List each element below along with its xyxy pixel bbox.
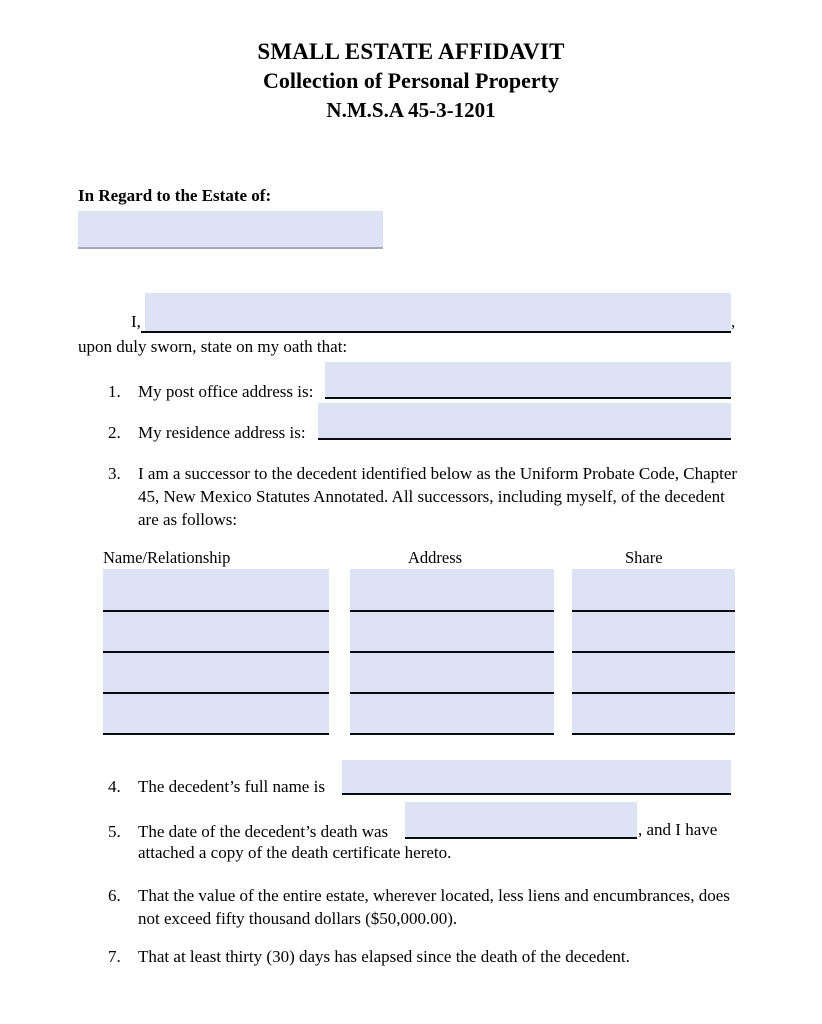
list-item-7-number: 7. bbox=[108, 947, 121, 966]
table-row[interactable] bbox=[350, 569, 554, 610]
affiant-i-label: I, bbox=[131, 312, 141, 331]
list-item-3-text: I am a successor to the decedent identified below as the Uniform Probate Code, Chapter 45, New Mexico Statutes Annotated. All successors, including myself, of the decedent are as follows: bbox=[138, 464, 738, 529]
estate-label: In Regard to the Estate of: bbox=[78, 186, 272, 205]
list-item-5-label: The date of the decedent’s death was bbox=[138, 822, 389, 841]
list-item-3 bbox=[108, 462, 748, 531]
list-item-4 bbox=[108, 775, 325, 798]
list-item-7-text: That at least thirty (30) days has elapsed since the death of the decedent. bbox=[138, 947, 630, 966]
table-row[interactable] bbox=[572, 612, 735, 651]
affiant-trailing-comma: , bbox=[731, 312, 736, 331]
table-rule bbox=[350, 733, 554, 735]
decedent-full-name-field[interactable] bbox=[342, 760, 731, 793]
list-item-1 bbox=[108, 380, 313, 403]
document-title-block bbox=[0, 38, 822, 124]
table-row[interactable] bbox=[103, 653, 329, 692]
list-item-6-number: 6. bbox=[108, 886, 121, 905]
estate-name-field[interactable] bbox=[78, 211, 383, 249]
list-item-5-number: 5. bbox=[108, 822, 121, 841]
list-item-2 bbox=[108, 421, 306, 444]
date-of-death-field[interactable] bbox=[405, 802, 637, 837]
document-statute-reference: N.M.S.A 45-3-1201 bbox=[326, 98, 496, 122]
table-row[interactable] bbox=[350, 612, 554, 651]
post-office-address-rule bbox=[325, 397, 731, 399]
table-header-share: Share bbox=[625, 548, 663, 567]
list-item-6-text: That the value of the entire estate, wherever located, less liens and encumbrances, does not exceed fifty thousand dollars ($50,000.00). bbox=[138, 886, 730, 928]
table-header-name-relationship: Name/Relationship bbox=[103, 548, 231, 567]
table-row[interactable] bbox=[103, 612, 329, 651]
affiant-name-rule bbox=[141, 331, 731, 333]
list-item-4-number: 4. bbox=[108, 777, 121, 796]
table-row[interactable] bbox=[572, 653, 735, 692]
list-item-3-number: 3. bbox=[108, 464, 121, 483]
list-item-2-label: My residence address is: bbox=[138, 423, 306, 442]
table-row[interactable] bbox=[350, 653, 554, 692]
document-subtitle: Collection of Personal Property bbox=[263, 68, 559, 93]
table-row[interactable] bbox=[572, 569, 735, 610]
list-item-1-label: My post office address is: bbox=[138, 382, 314, 401]
list-item-5 bbox=[108, 820, 388, 843]
list-item-5-second-line: attached a copy of the death certificate hereto. bbox=[138, 843, 452, 862]
affiant-name-field[interactable] bbox=[145, 293, 731, 331]
table-row[interactable] bbox=[350, 694, 554, 733]
decedent-full-name-rule bbox=[342, 793, 731, 795]
table-row[interactable] bbox=[103, 694, 329, 733]
list-item-6 bbox=[108, 884, 753, 930]
residence-address-field[interactable] bbox=[318, 403, 731, 438]
list-item-5-text-after: , and I have bbox=[638, 820, 718, 839]
table-row[interactable] bbox=[572, 694, 735, 733]
residence-address-rule bbox=[318, 438, 731, 440]
table-header-address: Address bbox=[408, 548, 463, 567]
table-row[interactable] bbox=[103, 569, 329, 610]
sworn-statement-line: upon duly sworn, state on my oath that: bbox=[78, 337, 348, 356]
post-office-address-field[interactable] bbox=[325, 362, 731, 397]
table-rule bbox=[572, 733, 735, 735]
document-title: SMALL ESTATE AFFIDAVIT bbox=[257, 39, 565, 64]
list-item-4-label: The decedent’s full name is bbox=[138, 777, 325, 796]
list-item-7 bbox=[108, 945, 753, 968]
list-item-1-number: 1. bbox=[108, 382, 121, 401]
date-of-death-rule bbox=[405, 837, 637, 839]
table-rule bbox=[103, 733, 329, 735]
list-item-2-number: 2. bbox=[108, 423, 121, 442]
